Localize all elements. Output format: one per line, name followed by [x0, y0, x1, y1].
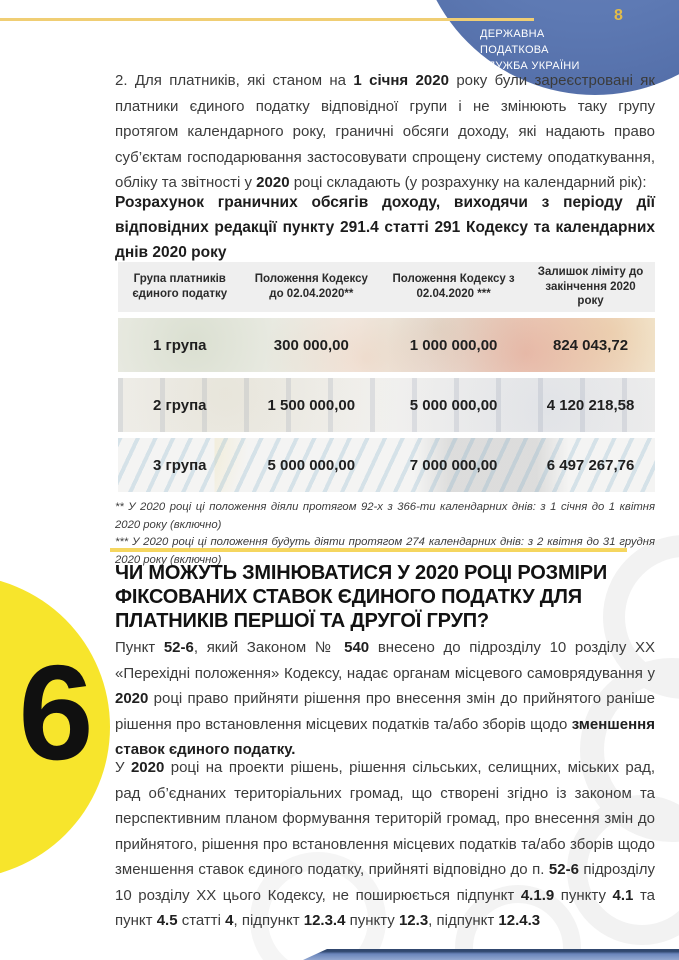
org-name-line: ДЕРЖАВНА	[480, 28, 545, 40]
section-heading: ЧИ МОЖУТЬ ЗМІНЮВАТИСЯ У 2020 РОЦІ РОЗМІРИ ФІКСОВАНИХ СТАВОК ЄДИНОГО ПОДАТКУ ДЛЯ ПЛАТНИКІВ ПЕРШОЇ ТА ДРУГОЇ ГРУП?	[115, 562, 608, 632]
group-label: 1 група	[153, 336, 207, 354]
value-cell: 5 000 000,00	[267, 456, 356, 474]
intro-paragraph: 2. Для платників, які станом на 1 січня 2020 року були зареєстровані як платники єдиного податку відповідної групи і не змінюють таку групу протягом календарного року, граничні обсяги доходу, які надають право суб’єктам господарювання застосовувати спрощену систему оподаткування, обліку та звітності у 2020 році складають (у розрахунку на календарний рік):	[115, 72, 655, 191]
table-title: Розрахунок граничних обсягів доходу, виходячи з періоду дії відповідних редакції пункту 291.4 статті 291 Кодексу та календарних днів 2020 року	[115, 194, 655, 262]
tax-limits-table	[118, 262, 655, 498]
value-cell: 1 500 000,00	[267, 396, 356, 414]
value-cell: 4 120 218,58	[546, 396, 635, 414]
value-cell: 6 497 267,76	[546, 456, 635, 474]
table-row	[118, 318, 655, 372]
table-header-cell: Залишок ліміту до закінчення 2020 року	[537, 265, 644, 308]
top-gold-line	[0, 18, 534, 21]
page-number: 8	[614, 7, 623, 24]
org-name-line: СЛУЖБА УКРАЇНИ	[480, 59, 580, 72]
footnotes	[115, 499, 655, 569]
value-cell: 5 000 000,00	[409, 396, 498, 414]
table-body	[118, 318, 655, 492]
table-header-cell: Положення Кодексу з 02.04.2020 ***	[392, 273, 515, 300]
section-paragraph-2: У 2020 році на проекти рішень, рішення сільських, селищних, міських рад, рад об’єднаних територіальних громад, що створені згідно із законом та перспективним планом формування територій громад, про внесення змін до прийнятого, рішення про встановлення місцевих податків та/або зборів щодо зменшення ставок єдиного податку, прийняті відповідно до п. 52-6 підрозділу 10 розділу ХХ цього Кодексу, не поширюється підпункт 4.1.9 пункту 4.1 та пункт 4.5 статті 4, підпункт 12.3.4 пункту 12.3, підпункт 12.4.3	[115, 759, 656, 929]
table-row	[118, 438, 655, 492]
bottom-blue-bar	[303, 949, 679, 960]
table-header-row	[118, 262, 655, 312]
value-cell: 7 000 000,00	[409, 456, 498, 474]
group-label: 2 група	[153, 396, 207, 414]
footnote: ** У 2020 році ці положення діяли протягом 92-х з 366-ти календарних днів: з 1 січня до 1 квітня 2020 року (включно)	[115, 501, 655, 531]
value-cell: 300 000,00	[273, 336, 349, 354]
table-row	[118, 378, 655, 432]
value-cell: 824 043,72	[552, 336, 629, 354]
table-header-cell: Положення Кодексу до 02.04.2020**	[254, 273, 368, 300]
table-header-cell: Група платників єдиного податку	[132, 273, 228, 300]
value-cell: 1 000 000,00	[409, 336, 498, 354]
section-paragraph-1: Пункт 52-6, який Законом № 540 внесено до підрозділу 10 розділу ХХ «Перехідні положення» Кодексу, надає органам місцевого самоврядування у 2020 році право прийняти рішення про внесення змін до прийнятого раніше рішення про встановлення місцевих податків та/або зборів щодо зменшення ставок єдиного податку.	[115, 639, 655, 758]
group-label: 3 група	[153, 456, 207, 474]
org-name-line: ПОДАТКОВА	[480, 43, 549, 56]
yellow-divider	[110, 548, 627, 552]
footnote: *** У 2020 році ці положення будуть діяти протягом 274 календарних днів: з 2 квітня до 31 грудня 2020 року (включно)	[115, 536, 655, 566]
section-number: 6	[18, 637, 94, 788]
